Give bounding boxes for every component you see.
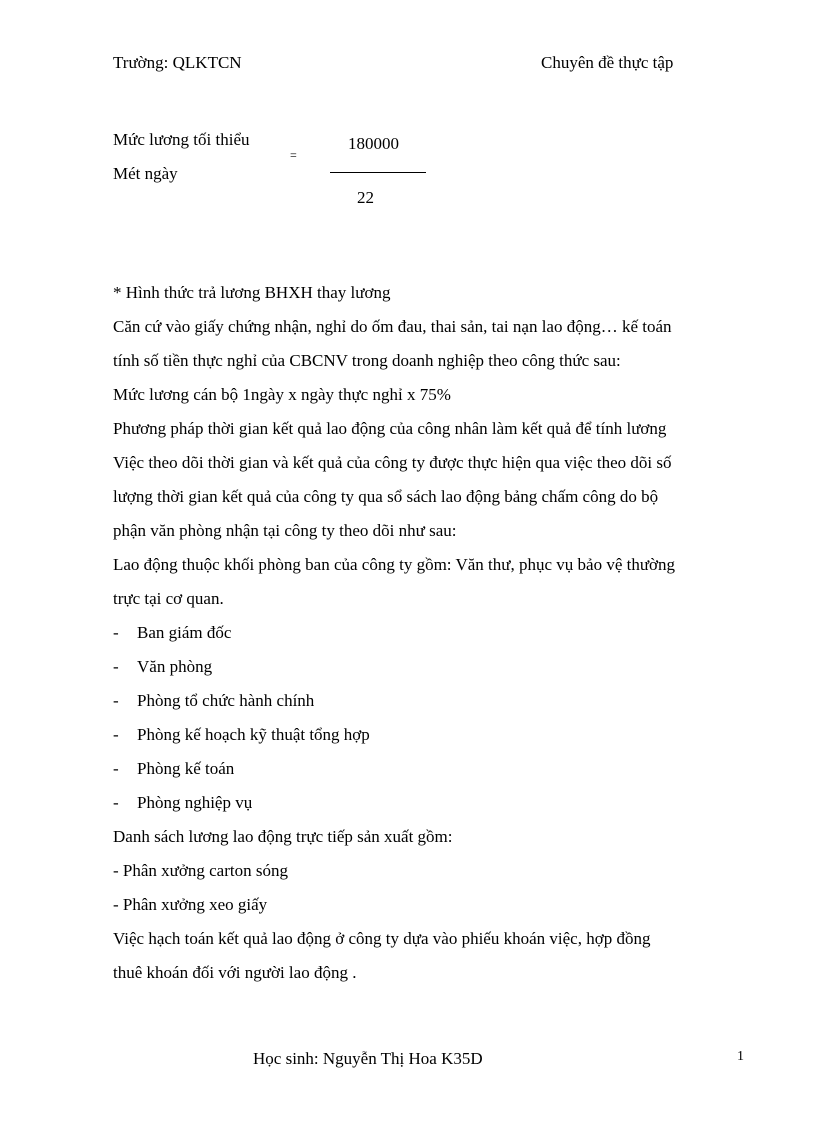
list-dash: - <box>113 691 119 710</box>
header-school: Trường: QLKTCN <box>113 53 242 72</box>
list-dash: - <box>113 725 119 744</box>
list-dash: - <box>113 657 119 676</box>
footer-student: Học sinh: Nguyễn Thị Hoa K35D <box>253 1049 483 1068</box>
formula-text: Mức lương cán bộ 1ngày x ngày thực nghỉ x 75% <box>113 385 451 404</box>
list-item <box>113 620 753 654</box>
formula-denominator: 22 <box>357 188 374 207</box>
list-dash: - <box>113 759 119 778</box>
paragraph-line: Lao động thuộc khối phòng ban của công ty gồm: Văn thư, phục vụ bảo vệ thường <box>113 555 676 574</box>
list-dash: - <box>113 793 119 812</box>
list-item <box>113 790 753 824</box>
list-dash: - <box>113 623 119 642</box>
paragraph-line: tính số tiền thực nghỉ của CBCNV trong doanh nghiệp theo công thức sau: <box>113 351 621 370</box>
section-heading: * Hình thức trả lương BHXH thay lương <box>113 283 391 302</box>
formula-label-line1: Mức lương tối thiểu <box>113 130 250 149</box>
paragraph-line: Phương pháp thời gian kết quả lao động của công nhân làm kết quả để tính lương <box>113 419 667 438</box>
formula-numerator: 180000 <box>348 134 399 153</box>
paragraph-line: trực tại cơ quan. <box>113 589 224 608</box>
list-item <box>113 756 753 790</box>
header-topic: Chuyên đề thực tập <box>541 53 674 72</box>
paragraph-line: thuê khoán đối với người lao động . <box>113 963 357 982</box>
department-name: Phòng kế toán <box>137 759 235 778</box>
workshop-item: - Phân xưởng carton sóng <box>113 861 288 880</box>
workshop-item: - Phân xưởng xeo giấy <box>113 895 268 914</box>
list-item <box>113 688 753 722</box>
formula-label-line2: Mét ngày <box>113 164 178 183</box>
formula-fraction-bar <box>330 172 426 173</box>
page-number: 1 <box>737 1049 744 1064</box>
document-body <box>113 280 753 994</box>
paragraph-line: Căn cứ vào giấy chứng nhận, nghỉ do ốm đau, thai sản, tai nạn lao động… kế toán <box>113 317 672 336</box>
formula-equals-sign: = <box>290 148 297 162</box>
list-item <box>113 722 753 756</box>
paragraph-line: phận văn phòng nhận tại công ty theo dõi như sau: <box>113 521 457 540</box>
department-name: Phòng kế hoạch kỹ thuật tổng hợp <box>137 725 370 744</box>
department-name: Ban giám đốc <box>137 623 232 642</box>
list-item <box>113 654 753 688</box>
paragraph-line: Việc theo dõi thời gian và kết quả của công ty được thực hiện qua việc theo dõi số <box>113 453 672 472</box>
paragraph-line: Danh sách lương lao động trực tiếp sản xuất gồm: <box>113 827 453 846</box>
department-name: Phòng tổ chức hành chính <box>137 691 315 710</box>
department-name: Văn phòng <box>137 657 213 676</box>
paragraph-line: Việc hạch toán kết quả lao động ở công ty dựa vào phiếu khoán việc, hợp đồng <box>113 929 651 948</box>
department-name: Phòng nghiệp vụ <box>137 793 253 812</box>
paragraph-line: lượng thời gian kết quả của công ty qua sổ sách lao động bảng chấm công do bộ <box>113 487 659 506</box>
